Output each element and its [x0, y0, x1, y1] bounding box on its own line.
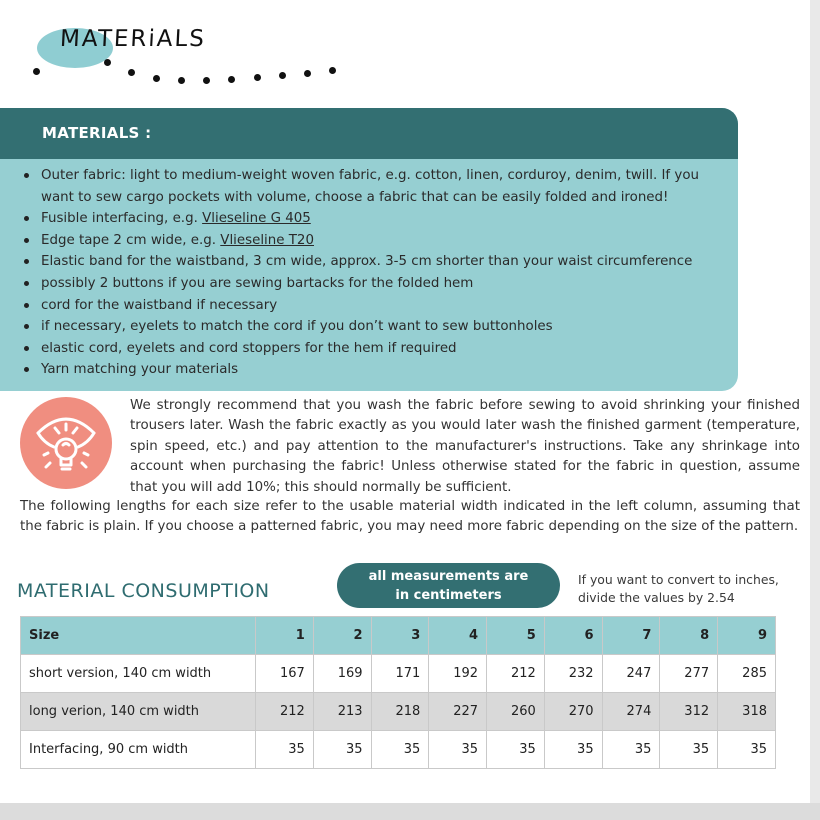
- bullet-icon: [24, 324, 29, 329]
- list-item: [22, 316, 712, 338]
- table-cell: 171: [371, 655, 429, 693]
- page-edge: [810, 0, 820, 820]
- measurement-units-badge: [337, 563, 560, 608]
- table-row: [21, 655, 776, 693]
- column-header: 3: [371, 617, 429, 655]
- list-item-text: elastic cord, eyelets and cord stoppers for the hem if required: [41, 340, 457, 356]
- list-item-text: Yarn matching your materials: [41, 362, 239, 378]
- table-cell: 35: [660, 731, 718, 769]
- table-row: [21, 693, 776, 731]
- list-item-text: Elastic band for the waistband, 3 cm wide, approx. 3-5 cm shorter than your waist circumference: [41, 254, 693, 270]
- vlieseline-g405-link[interactable]: Vlieseline G 405: [202, 211, 311, 227]
- table-cell: 247: [602, 655, 660, 693]
- consumption-title: MATERIAL CONSUMPTION: [17, 580, 270, 602]
- bullet-icon: [24, 303, 29, 308]
- table-cell: 35: [602, 731, 660, 769]
- table-cell: 318: [718, 693, 776, 731]
- table-cell: 212: [256, 693, 314, 731]
- list-item-text: Outer fabric: light to medium-weight woven fabric, e.g. cotton, linen, corduroy, denim, twill. If you want to sew cargo pockets with volume, choose a fabric that can be easily folded and ironed!: [41, 168, 700, 205]
- list-item: [22, 273, 712, 295]
- table-cell: Interfacing, 90 cm width: [21, 731, 256, 769]
- table-cell: 232: [544, 655, 602, 693]
- table-cell: 192: [429, 655, 487, 693]
- list-item-text: Edge tape 2 cm wide, e.g.: [41, 232, 221, 248]
- vlieseline-t20-link[interactable]: Vlieseline T20: [220, 232, 314, 248]
- tip-badge: [20, 397, 112, 489]
- list-item-text: possibly 2 buttons if you are sewing bartacks for the folded hem: [41, 275, 474, 291]
- column-header: 2: [313, 617, 371, 655]
- column-header: 5: [487, 617, 545, 655]
- list-item: [22, 338, 712, 360]
- tip-text: We strongly recommend that you wash the fabric before sewing to avoid shrinking your finished trousers later. Wash the fabric exactly as you would later wash the finished garment (temperature, spin speed, etc.) and pay attention to the manufacturer's instructions. Take any shrinkage into account when purchasing the fabric! Unless otherwise stated for the fabric in question, assume that you will add 10%; this should normally be sufficient.: [130, 398, 800, 495]
- materials-list: [22, 165, 712, 381]
- table-cell: 35: [371, 731, 429, 769]
- table-cell: 35: [256, 731, 314, 769]
- table-cell: 35: [487, 731, 545, 769]
- list-item: [22, 251, 712, 273]
- column-header: 8: [660, 617, 718, 655]
- list-item: [22, 165, 712, 208]
- table-cell: 212: [487, 655, 545, 693]
- column-header: 1: [256, 617, 314, 655]
- bullet-icon: [24, 346, 29, 351]
- badge-line-1: all measurements are: [368, 568, 529, 584]
- materials-heading: MATERIALS :: [42, 124, 152, 142]
- table-cell: 270: [544, 693, 602, 731]
- list-item: [22, 230, 712, 252]
- bullet-icon: [24, 173, 29, 178]
- column-header: Size: [21, 617, 256, 655]
- column-header: 4: [429, 617, 487, 655]
- list-item-text: cord for the waistband if necessary: [41, 297, 278, 313]
- column-header: 6: [544, 617, 602, 655]
- bullet-icon: [24, 367, 29, 372]
- eye-lightbulb-icon: [20, 397, 112, 489]
- table-cell: 227: [429, 693, 487, 731]
- table-cell: 35: [429, 731, 487, 769]
- table-cell: short version, 140 cm width: [21, 655, 256, 693]
- bullet-icon: [24, 259, 29, 264]
- list-item: [22, 359, 712, 381]
- table-cell: 277: [660, 655, 718, 693]
- bullet-icon: [24, 238, 29, 243]
- table-cell: 285: [718, 655, 776, 693]
- table-cell: 167: [256, 655, 314, 693]
- table-header-row: [21, 617, 776, 655]
- column-header: 7: [602, 617, 660, 655]
- material-consumption-table: [20, 616, 776, 769]
- page-bottom-bar: [0, 803, 820, 820]
- conversion-note: If you want to convert to inches, divide the values by 2.54: [578, 572, 779, 605]
- list-item-text: Fusible interfacing, e.g.: [41, 211, 203, 227]
- table-cell: 260: [487, 693, 545, 731]
- bullet-icon: [24, 281, 29, 286]
- badge-line-2: in centimeters: [395, 587, 502, 603]
- list-item: [22, 208, 712, 230]
- table-cell: long verion, 140 cm width: [21, 693, 256, 731]
- table-cell: 274: [602, 693, 660, 731]
- table-cell: 35: [718, 731, 776, 769]
- table-cell: 218: [371, 693, 429, 731]
- table-cell: 35: [313, 731, 371, 769]
- table-cell: 213: [313, 693, 371, 731]
- table-cell: 312: [660, 693, 718, 731]
- list-item-text: if necessary, eyelets to match the cord if you don’t want to sew buttonholes: [41, 319, 553, 335]
- intro-paragraph: The following lengths for each size refer to the usable material width indicated in the left column, assuming that the fabric is plain. If you choose a patterned fabric, you may need more fabric depending on the size of the pattern.: [20, 499, 800, 535]
- page-title: MATERiALS: [59, 26, 207, 52]
- list-item: [22, 295, 712, 317]
- table-cell: 169: [313, 655, 371, 693]
- bullet-icon: [24, 216, 29, 221]
- column-header: 9: [718, 617, 776, 655]
- table-cell: 35: [544, 731, 602, 769]
- table-row: [21, 731, 776, 769]
